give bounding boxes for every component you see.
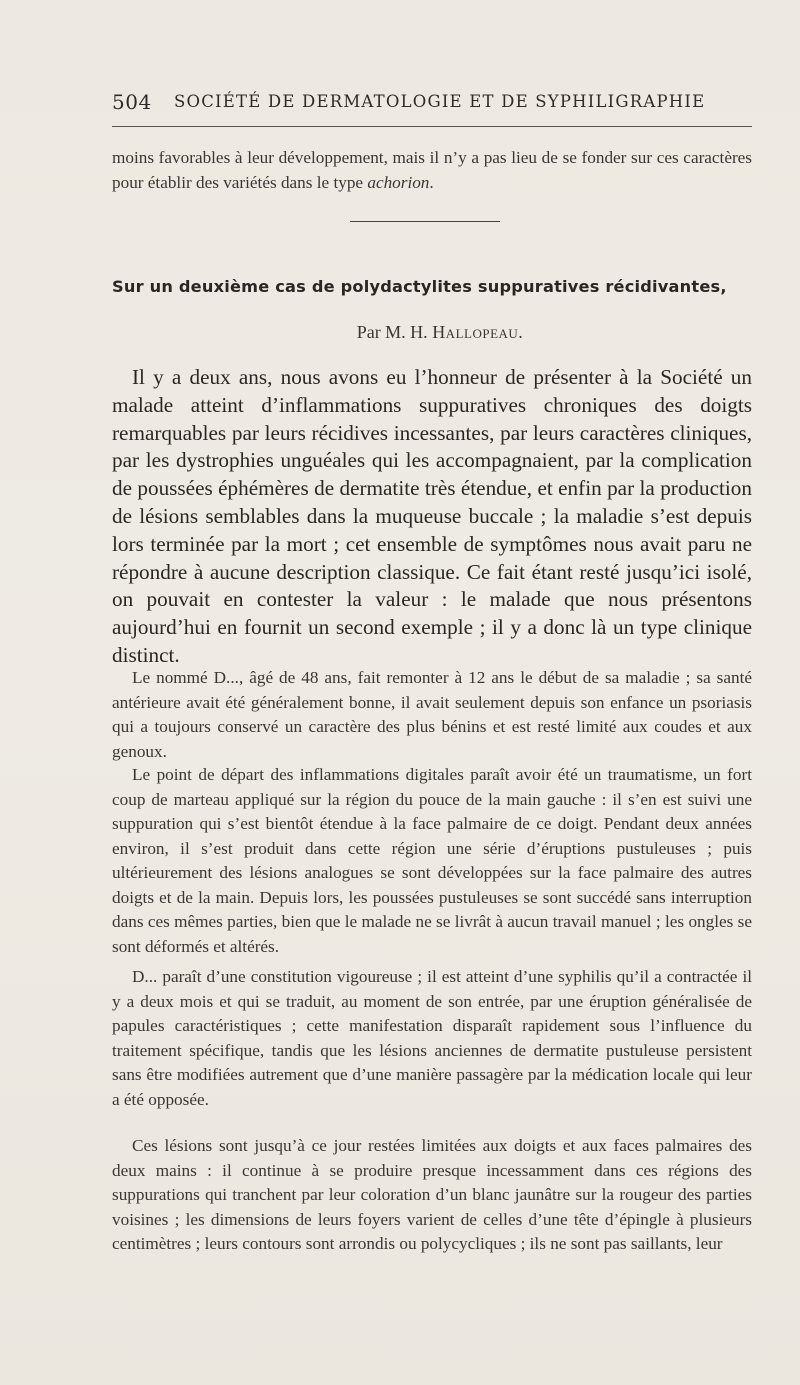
author-prefix: Par M. H. — [356, 322, 433, 342]
section-divider — [350, 221, 500, 222]
paragraph-3: D... paraît d’une constitution vigoureuse ; il est atteint d’une syphilis qu’il a contractée il y a deux mois et qui se traduit, au moment de son entrée, par une éruption généralisée de papules caractéristiques ; cette manifestation disparaît rapidement sous l’influence du traitement spécifique, tandis que les lésions anciennes de dermatite pustuleuse persistent sans être modifiées autrement que d’une manière passagère par la médication locale qui leur a été opposée. — [112, 967, 752, 1109]
intro-paragraph — [112, 146, 752, 195]
author-line — [0, 322, 800, 343]
author-name: Hallopeau. — [432, 322, 524, 342]
intro-italic-term: achorion — [367, 172, 430, 192]
paragraph-4: Ces lésions sont jusqu’à ce jour restées limitées aux doigts et aux faces palmaires des deux mains : il continue à se produire presque incessamment dans ces régions des suppurations qui tranchent par leur coloration d’un blanc jaunâtre sur la rougeur des parties voisines ; les dimensions de leurs foyers varient de celles d’une tête d’épingle à plusieurs centimètres ; leurs contours sont arrondis ou polycycliques ; ils ne sont pas saillants, leur — [112, 1136, 752, 1253]
paragraph-2: Le point de départ des inflammations digitales paraît avoir été un traumatisme, un fort coup de marteau appliqué sur la région du pouce de la main gauche : il s’en est suivi une suppuration qui s’est bientôt étendue à la face palmaire de ce doigt. Pendant deux années environ, il s’est produit dans cette région une série d’éruptions pustuleuses ; puis ultérieurement des lésions analogues se sont développées sur la face palmaire des autres doigts et de la main. Depuis lors, les poussées pustuleuses se sont succédé sans interruption dans ces mêmes parties, bien que le malade ne se livrât à aucun travail manuel ; les ongles se sont déformés et altérés. — [112, 765, 752, 956]
intro-text: moins favorables à leur développement, mais il n’y a pas lieu de se fonder sur ces caractères pour établir des variétés dans le type — [112, 148, 752, 192]
lead-paragraph: Il y a deux ans, nous avons eu l’honneur de présenter à la Société un malade atteint d’inflammations suppuratives chroniques des doigts remarquables par leurs récidives incessantes, par leurs caractères cliniques, par les dystrophies unguéales qui les accompagnaient, par la complication de poussées éphémères de dermatite très étendue, et enfin par la production de lésions semblables dans la muqueuse buccale ; la maladie s’est depuis lors terminée par la mort ; cet ensemble de symptômes nous avait paru ne répondre à aucune description classique. Ce fait étant resté jusqu’ici isolé, on pouvait en contester la valeur : le malade que nous présentons aujourd’hui en fournit un second exemple ; il y a donc là un type clinique distinct. — [112, 365, 752, 667]
page-number: 504 — [112, 90, 152, 114]
running-title: SOCIÉTÉ DE DERMATOLOGIE ET DE SYPHILIGRAPHIE — [174, 92, 706, 111]
intro-text-end: . — [429, 172, 434, 192]
paragraph-1: Le nommé D..., âgé de 48 ans, fait remonter à 12 ans le début de sa maladie ; sa santé antérieure avait été généralement bonne, il avait seulement depuis son enfance un psoriasis qui a toujours conservé un caractère des plus bénins et est resté limité aux coudes et aux genoux. — [112, 668, 752, 761]
page-header — [112, 90, 752, 120]
article-title: Sur un deuxième cas de polydactylites suppuratives récidivantes, — [112, 277, 727, 296]
header-rule — [112, 126, 752, 127]
